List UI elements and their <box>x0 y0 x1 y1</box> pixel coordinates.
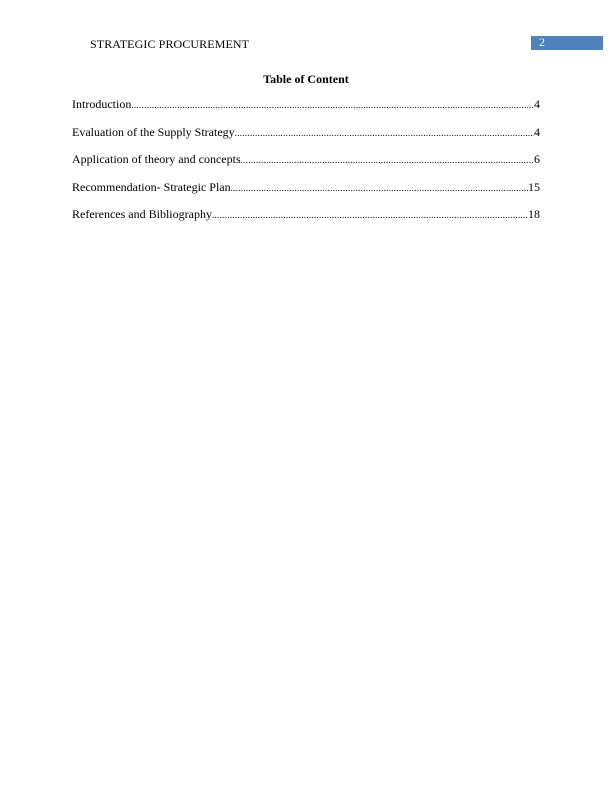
toc-entry-page: 4 <box>534 97 540 111</box>
toc-entry-page: 4 <box>534 124 540 139</box>
page-number: 2 <box>539 35 545 49</box>
toc-entry-references[interactable] <box>72 207 540 235</box>
toc-dot-leader <box>212 210 528 220</box>
page-number-box <box>531 36 603 50</box>
toc-entry-label: Evaluation of the Supply Strategy <box>72 124 235 139</box>
toc-entry-recommendation[interactable] <box>72 180 540 208</box>
toc-entry-page: 18 <box>528 207 540 221</box>
toc-dot-leader <box>235 128 534 138</box>
toc-entry-label: Application of theory and concepts <box>72 152 241 166</box>
table-of-contents <box>72 97 540 235</box>
running-head: STRATEGIC PROCUREMENT <box>90 37 250 51</box>
toc-dot-leader <box>231 183 528 193</box>
toc-entry-application[interactable] <box>72 152 540 180</box>
toc-entry-label: References and Bibliography <box>72 207 212 221</box>
toc-entry-label: Recommendation- Strategic Plan <box>72 179 231 194</box>
toc-entry-page: 6 <box>534 152 540 166</box>
toc-dot-leader <box>241 155 534 165</box>
toc-entry-page: 15 <box>528 179 540 194</box>
toc-entry-label: Introduction <box>72 97 132 111</box>
toc-entry-introduction[interactable] <box>72 97 540 125</box>
toc-dot-leader <box>131 100 534 110</box>
toc-title: Table of Content <box>263 72 349 86</box>
toc-entry-evaluation[interactable] <box>72 125 540 153</box>
